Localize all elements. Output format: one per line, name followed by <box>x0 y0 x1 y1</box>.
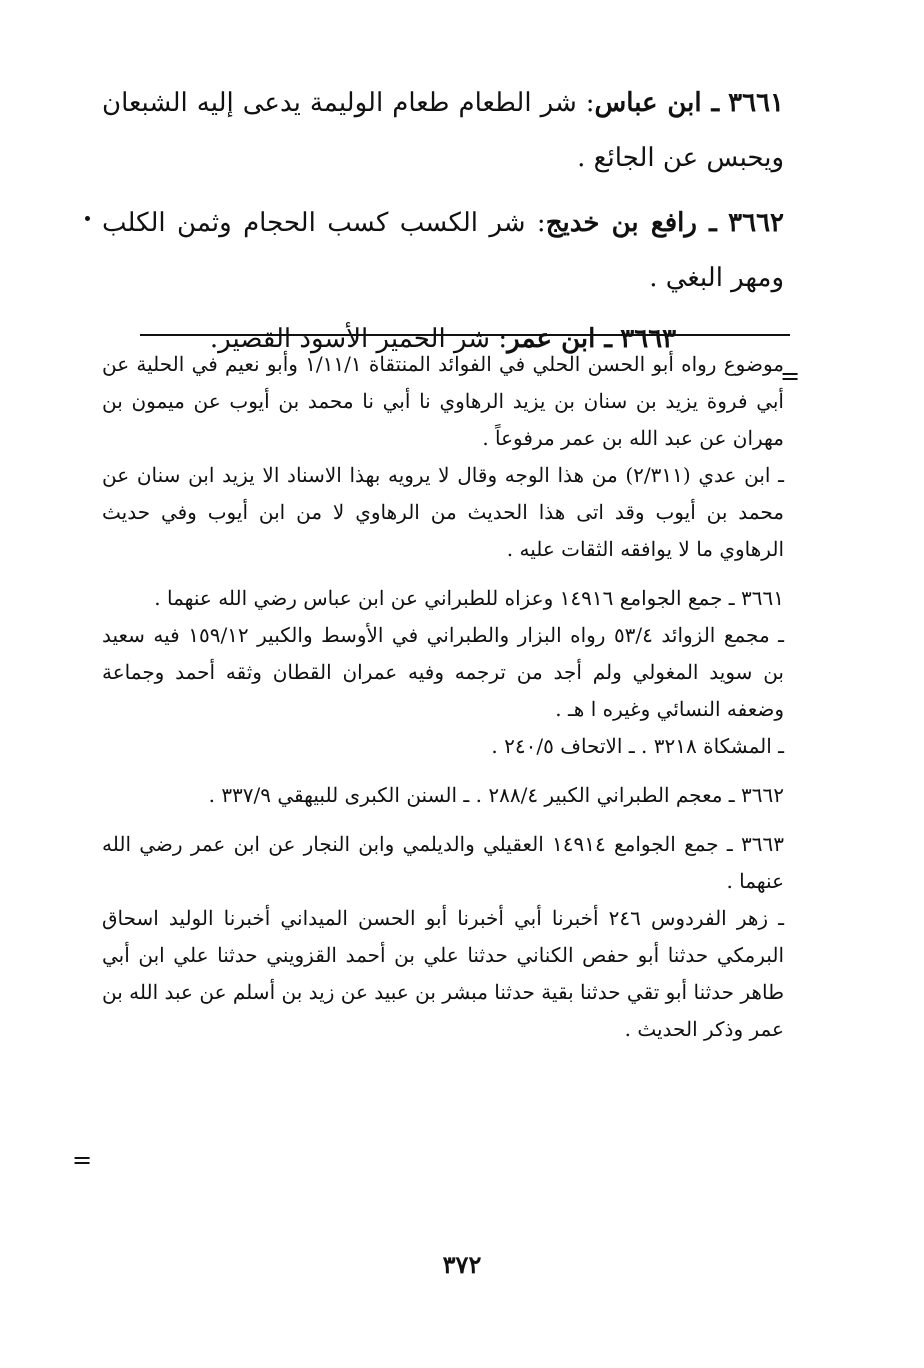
hadith-text: شر الطعام طعام الوليمة يدعى إليه الشبعان ويحبس عن الجائع . <box>102 88 784 173</box>
hadith-entry-3663: ٣٦٦٣ ـ ابن عمر: شر الحمير الأسود القصير. <box>209 324 677 354</box>
footnote-paragraph: ـ المشكاة ٣٢١٨ . ـ الاتحاف ٢٤٠/٥ . <box>491 734 784 758</box>
hadith-text: شر الكسب كسب الحجام وثمن الكلب ومهر البغي . <box>102 208 784 293</box>
hadith-number: ٣٦٦٣ <box>620 324 677 354</box>
footnote-paragraph: موضوع رواه أبو الحسن الحلي في الفوائد المنتقاة ١/١١/١ وأبو نعيم في الحلية عن أبي فروة يزيد بن سنان بن يزيد الرهاوي نا أبي نا محمد بن أيوب عن ميمون بن مهران عن عبد الله بن عمر مرفوعاً . <box>102 352 784 450</box>
main-text <box>102 76 784 367</box>
hadith-number: ٣٦٦١ <box>728 88 785 118</box>
footnote-paragraph: ٣٦٦٢ ـ معجم الطبراني الكبير ٢٨٨/٤ . ـ السنن الكبرى للبيهقي ٣٣٧/٩ . <box>208 783 784 807</box>
footnote-separator <box>140 334 790 336</box>
hadith-entry-3661: ٣٦٦١ ـ ابن عباس: شر الطعام طعام الوليمة يدعى إليه الشبعان ويحبس عن الجائع . <box>102 88 785 173</box>
hadith-entry-3662: ٣٦٦٢ ـ رافع بن خديج: شر الكسب كسب الحجام وثمن الكلب ومهر البغي . <box>102 208 785 293</box>
hadith-narrator: ابن عمر <box>507 324 596 354</box>
footnote-paragraph: ٣٦٦٣ ـ جمع الجوامع ١٤٩١٤ العقيلي والديلمي وابن النجار عن ابن عمر رضي الله عنهما . <box>102 832 784 893</box>
hadith-narrator: ابن عباس <box>594 88 702 118</box>
hadith-number: ٣٦٦٢ <box>728 208 785 238</box>
hadith-narrator: رافع بن خديج <box>545 208 697 238</box>
footnotes <box>102 346 784 1048</box>
footnote-paragraph: ـ زهر الفردوس ٢٤٦ أخبرنا أبي أخبرنا أبو الحسن الميداني أخبرنا الوليد اسحاق البرمكي حدثنا أبو حفص الكناني حدثنا علي بن أحمد القزويني حدثنا علي ابن أبي طاهر حدثنا أبو تقي حدثنا بقية حدثنا مبشر بن عبيد عن زيد بن أسلم عن عبد الله بن عمر وذكر الحديث . <box>102 906 785 1041</box>
footnote-paragraph: ـ ابن عدي (٢/٣١١) من هذا الوجه وقال لا يرويه بهذا الاسناد الا يزيد ابن سنان عن محمد بن أيوب وقد اتى هذا الحديث من الرهاوي لا من ابن أيوب وفي حديث الرهاوي ما لا يوافقه الثقات عليه . <box>102 463 784 561</box>
footnote-paragraph: ـ مجمع الزوائد ٥٣/٤ رواه البزار والطبراني في الأوسط والكبير ١٥٩/١٢ فيه سعيد بن سويد المغولي ولم أجد من ترجمه وفيه عمران القطان وثقه أحمد وجماعة وضعفه النسائي وغيره ا هـ . <box>102 623 784 721</box>
page-number: ٣٧٢ <box>442 1250 482 1279</box>
footnote-paragraph: ٣٦٦١ ـ جمع الجوامع ١٤٩١٦ وعزاه للطبراني عن ابن عباس رضي الله عنهما . <box>154 586 784 610</box>
margin-mark-top: = <box>780 362 801 390</box>
ink-dot <box>85 216 90 221</box>
hadith-text: شر الحمير الأسود القصير. <box>209 324 491 354</box>
margin-mark-bottom: = <box>72 1146 93 1174</box>
